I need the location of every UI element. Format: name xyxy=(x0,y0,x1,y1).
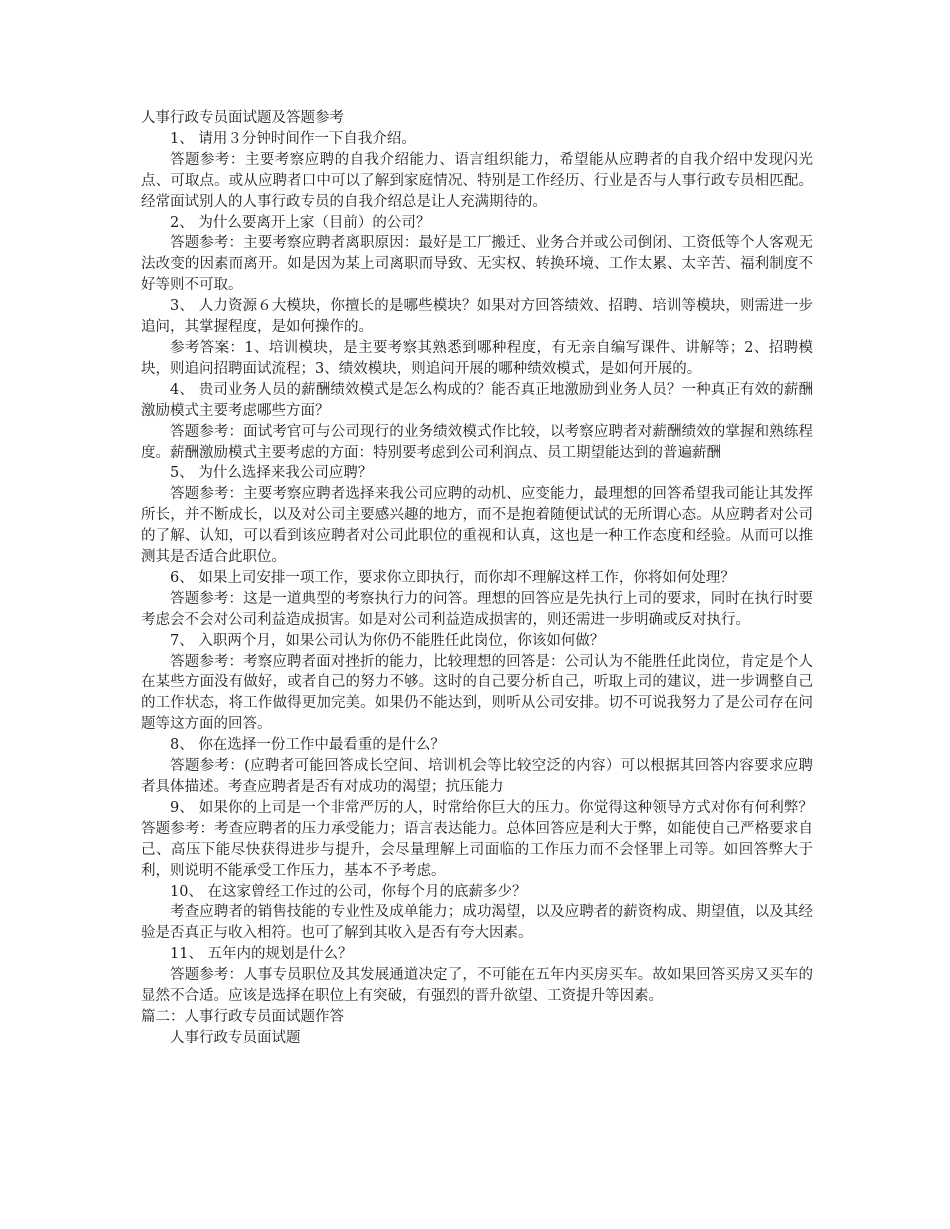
question-3: 3、 人力资源６大模块，你擅长的是哪些模块？如果对方回答绩效、招聘、培训等模块，则需进一步追问，其掌握程度，是如何操作的。 xyxy=(141,298,813,336)
answer-7: 答题参考：考察应聘者面对挫折的能力，比较理想的回答是：公司认为不能胜任此岗位，肯定是个人在某些方面没有做好，或者自己的努力不够。这时的自己要分析自己，听取上司的建议，进一步调整自己的工作状态，将工作做得更加完美。如果仍不能达到，则听从公司安排。切不可说我努力了是公司存在问题等这方面的回答。 xyxy=(141,653,813,733)
answer-8: 答题参考：(应聘者可能回答成长空间、培训机会等比较空泛的内容）可以根据其回答内容要求应聘者具体描述。考查应聘者是否有对成功的渴望；抗压能力 xyxy=(141,758,813,795)
answer-3: 参考答案：1、培训模块，是主要考察其熟悉到哪种程度，有无亲自编写课件、讲解等；2、招聘模块，则追问招聘面试流程；3、绩效模块，则追问开展的哪种绩效模式，是如何开展的。 xyxy=(141,339,813,377)
answer-11: 答题参考：人事专员职位及其发展通道决定了，不可能在五年内买房买车。故如果回答买房又买车的显然不合适。应该是选择在职位上有突破，有强烈的晋升欲望、工资提升等因素。 xyxy=(141,967,813,1005)
question-1: 1、 请用３分钟时间作一下自我介绍。 xyxy=(170,130,416,147)
question-10: 10、 在这家曾经工作过的公司，你每个月的底薪多少？ xyxy=(170,883,527,900)
answer-5: 答题参考：主要考察应聘者选择来我公司应聘的动机、应变能力，最理想的回答希望我司能让其发挥所长，并不断成长，以及对公司主要感兴趣的地方，而不是抱着随便试试的无所谓心态。从应聘者对公司的了解、认知，可以看到该应聘者对公司此职位的重视和认真，这也是一种工作态度和经验。从而可以推测其是否适合此职位。 xyxy=(141,486,813,566)
question-9: 9、 如果你的上司是一个非常严厉的人，时常给你巨大的压力。你觉得这种领导方式对你有何利弊？ 答题参考：考查应聘者的压力承受能力；语言表达能力。总体回答应是利大于弊，如能使自己严格要求自己、高压下能尽快获得进步与提升，会尽量理解上司面临的工作压力而不会怪罪上司等。如回答弊大于利，则说明不能承受工作压力，基本不予考虑。 xyxy=(141,799,813,879)
question-4: 4、 贵司业务人员的薪酬绩效模式是怎么构成的？能否真正地激励到业务人员？一种真正有效的薪酬激励模式主要考虑哪些方面？ xyxy=(141,381,813,419)
answer-4: 答题参考：面试考官可与公司现行的业务绩效模式作比较，以考察应聘者对薪酬绩效的掌握和熟练程度。薪酬激励模式主要考虑的方面：特别要考虑到公司利润点、员工期望能达到的普遍薪酬 xyxy=(141,423,813,461)
answer-6: 答题参考：这是一道典型的考察执行力的问答。理想的回答应是先执行上司的要求，同时在执行时要考虑会不会对公司利益造成损害。如是对公司利益造成损害的，则还需进一步明确或反对执行。 xyxy=(141,590,813,628)
question-8: 8、 你在选择一份工作中最看重的是什么？ xyxy=(170,737,445,754)
question-7: 7、 入职两个月，如果公司认为你仍不能胜任此岗位，你该如何做？ xyxy=(170,632,605,649)
question-2: 2、 为什么要离开上家（目前）的公司？ xyxy=(170,214,431,231)
section-2-heading: 篇二：人事行政专员面试题作答 xyxy=(141,1008,344,1025)
answer-1: 答题参考：主要考察应聘的自我介绍能力、语言组织能力，希望能从应聘者的自我介绍中发现闪光点、可取点。或从应聘者口中可以了解到家庭情况、特别是工作经历、行业是否与人事行政专员相匹配。经常面试别人的人事行政专员的自我介绍总是让人充满期待的。 xyxy=(141,151,813,210)
answer-2: 答题参考：主要考察应聘者离职原因：最好是工厂搬迁、业务合并或公司倒闭、工资低等个人客观无法改变的因素而离开。如是因为某上司离职而导致、无实权、转换环境、工作太累、太辛苦、福利制度不好等则不可取。 xyxy=(141,235,813,294)
document-page xyxy=(141,108,813,1049)
document-title: 人事行政专员面试题及答题参考 xyxy=(141,110,344,126)
question-5: 5、 为什么选择来我公司应聘？ xyxy=(170,465,373,482)
answer-10: 考查应聘者的销售技能的专业性及成单能力；成功渴望，以及应聘者的薪资构成、期望值，以及其经验是否真正与收入相符。也可了解到其收入是否有夸大因素。 xyxy=(141,904,813,942)
section-2-subtitle: 人事行政专员面试题 xyxy=(170,1029,301,1046)
question-11: 11、 五年内的规划是什么？ xyxy=(170,946,353,963)
question-6: 6、 如果上司安排一项工作，要求你立即执行，而你却不理解这样工作，你将如何处理？ xyxy=(170,569,735,586)
